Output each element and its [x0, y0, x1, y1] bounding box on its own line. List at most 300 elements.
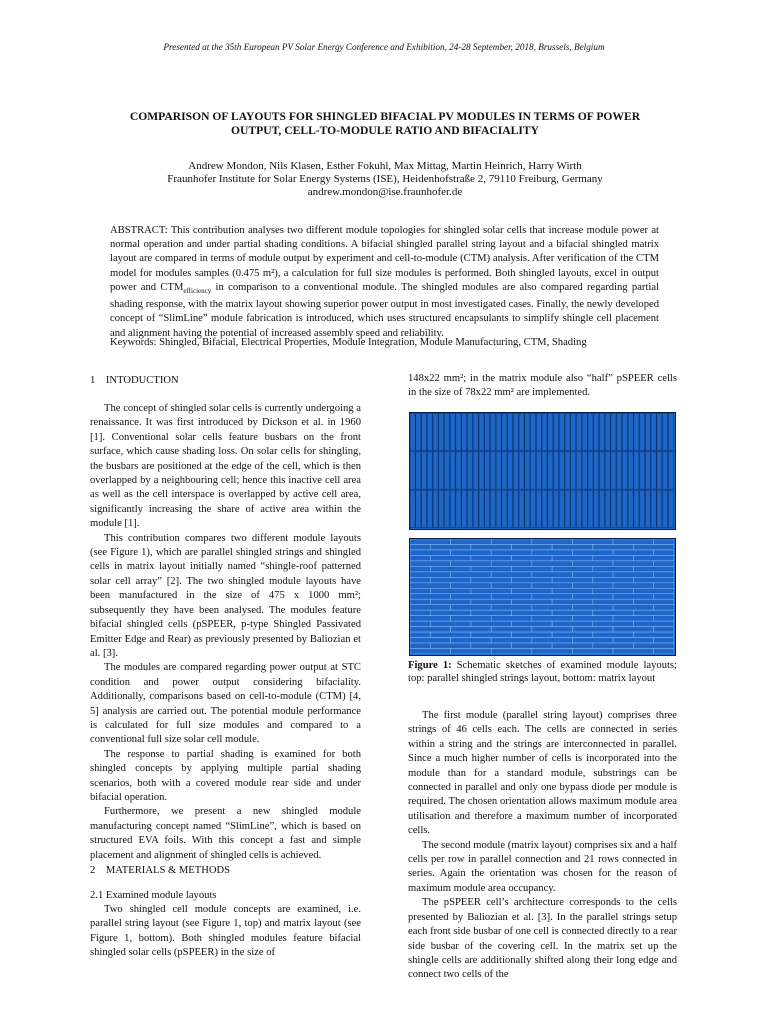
string-cell: [536, 414, 541, 451]
matrix-cell: [512, 599, 553, 604]
string-cell: [479, 490, 484, 527]
string-cell: [622, 452, 627, 489]
string-cell: [582, 414, 587, 451]
string-cell: [576, 414, 581, 451]
matrix-cell: [532, 627, 573, 632]
matrix-cell: [451, 594, 492, 599]
matrix-cell: [471, 577, 512, 582]
string-cell: [427, 452, 432, 489]
abstract: [110, 224, 659, 341]
string-cell: [594, 490, 599, 527]
matrix-cell: [491, 561, 532, 566]
string-cell: [582, 490, 587, 527]
string-cell: [485, 490, 490, 527]
string-cell: [559, 414, 564, 451]
string-cell: [663, 414, 668, 451]
matrix-cell: [512, 643, 553, 648]
abstract-text-2: in comparison to a conventional module. The shingled modules are also compared regarding partial shading response, with the matrix layout showing superior power output in most investigated cases. Finally, the newly developed concept of “SlimLine” module fabrication is introduced, which uses structured encapsulants to simplify shingle cell placement and alignment having the potential of increased assembly speed and reliability.: [110, 281, 659, 339]
matrix-cell: [430, 544, 471, 549]
string-cell: [456, 414, 461, 451]
string-cell: [508, 452, 513, 489]
right-column-body: [408, 709, 677, 983]
matrix-cell: [410, 610, 430, 615]
matrix-cell: [593, 643, 634, 648]
string-cell: [485, 452, 490, 489]
matrix-cell: [613, 627, 654, 632]
keywords: Keywords: Shingled, Bifacial, Electrical Properties, Module Integration, Module Manufacturing, CTM, Shading: [110, 337, 587, 348]
matrix-cell: [410, 544, 430, 549]
matrix-cell: [430, 555, 471, 560]
matrix-cell: [633, 621, 674, 626]
paragraph: The first module (parallel string layout) comprises three strings of 46 cells each. The cells are connected in series within a string and the strings are interconnected in parallel. Since a much higher number of cells is incorporated into the module than for a standard module, substrings can be connected in parallel and only one bypass diode per module is required. The chosen orientation allows maximum module area utilisation and therefore a maximum number of incorporated cells.: [408, 710, 677, 837]
string-cell: [536, 452, 541, 489]
paragraph: Two shingled cell module concepts are examined, i.e. parallel string layout (see Figure 1, top) and matrix layout (see Figure 1, bottom). Both shingled modules feature bifacial shingled solar cells (pSPEER) in the size of: [90, 904, 361, 959]
string-cell: [668, 490, 673, 527]
string-cell: [622, 414, 627, 451]
string-cell: [467, 452, 472, 489]
paragraph: The second module (matrix layout) comprises six and a half cells per row in parallel connection and 21 rows connected in series. Again the orientation was chosen for the reason of maximum module area occupancy.: [408, 839, 677, 894]
matrix-cell: [572, 649, 613, 654]
string-cell: [594, 414, 599, 451]
subsection-heading-layouts: 2.1 Examined module layouts: [90, 890, 217, 901]
paper-title: [90, 110, 680, 137]
matrix-cell: [512, 632, 553, 637]
string-cell: [542, 490, 547, 527]
paragraph: Furthermore, we present a new shingled module manufacturing concept named “SlimLine”, which is based on structured EVA foils. With this concept a fast and simple placement and alignment of shingled cells is achieved.: [90, 806, 361, 861]
string-cell: [645, 452, 650, 489]
string-cell: [622, 490, 627, 527]
matrix-cell: [532, 539, 573, 544]
string-cell: [599, 452, 604, 489]
string-cell: [605, 490, 610, 527]
matrix-cell: [471, 599, 512, 604]
matrix-cell: [532, 550, 573, 555]
matrix-cell: [410, 555, 430, 560]
left-column-intro: [90, 402, 361, 863]
string-cell: [634, 452, 639, 489]
matrix-cell: [633, 588, 674, 593]
matrix-cell: [613, 550, 654, 555]
string-cell: [594, 452, 599, 489]
string-cell: [462, 452, 467, 489]
matrix-cell: [613, 605, 654, 610]
matrix-cell: [613, 616, 654, 621]
string-cell: [548, 490, 553, 527]
string-cell: [410, 490, 415, 527]
matrix-cell: [654, 616, 674, 621]
string-cell: [519, 490, 524, 527]
string-cell: [456, 490, 461, 527]
string-cell: [640, 452, 645, 489]
matrix-cell: [633, 599, 674, 604]
author-affiliation: Fraunhofer Institute for Solar Energy Systems (ISE), Heidenhofstraße 2, 79110 Freiburg, Germany: [167, 173, 603, 185]
matrix-cell: [552, 588, 593, 593]
matrix-layout-drawing: [410, 539, 674, 654]
matrix-cell: [593, 544, 634, 549]
string-cell: [640, 414, 645, 451]
matrix-cell: [552, 544, 593, 549]
matrix-cell: [532, 572, 573, 577]
string-cell: [462, 414, 467, 451]
string-cell: [421, 452, 426, 489]
matrix-cell: [633, 643, 674, 648]
string-cell: [416, 490, 421, 527]
matrix-cell: [552, 566, 593, 571]
matrix-cell: [512, 621, 553, 626]
matrix-cell: [430, 610, 471, 615]
matrix-cell: [451, 583, 492, 588]
string-cell: [651, 490, 656, 527]
string-cell: [525, 490, 530, 527]
string-cell: [668, 452, 673, 489]
string-cell: [496, 414, 501, 451]
string-cell: [513, 452, 518, 489]
matrix-cell: [593, 588, 634, 593]
string-cell: [611, 490, 616, 527]
string-cell: [502, 452, 507, 489]
string-cell: [508, 490, 513, 527]
string-cell: [645, 490, 650, 527]
paragraph: The concept of shingled solar cells is currently undergoing a renaissance. It was first introduced by Dickson et al. in 1960 [1]. Conventional solar cells feature busbars on the front surface, which cause shading loss. On solar cells for shingling, the busbars are positioned at the edge of the cell, which is then overlapped by a neighbouring cell; hence this inactive cell area as well as the cell interspace is overlapped by active cell area, significantly increasing the share of active area within the module [1].: [90, 403, 361, 530]
figure-parallel-strings-layout: [409, 412, 676, 530]
string-cell: [668, 414, 673, 451]
matrix-cell: [613, 594, 654, 599]
paragraph: The modules are compared regarding power output at STC condition and power output considering bifaciality. Additionally, comparisons based on cell-to-module (CTM) [4, 5] analysis are carried out. The potential module performance is calculated for full size modules and compared to a conventional full size solar cell module.: [90, 662, 361, 746]
matrix-cell: [471, 588, 512, 593]
string-cell: [657, 452, 662, 489]
matrix-cell: [471, 566, 512, 571]
string-cell: [513, 414, 518, 451]
string-cell: [444, 490, 449, 527]
string-cell: [490, 414, 495, 451]
author-email: andrew.mondon@ise.fraunhofer.de: [307, 186, 463, 198]
matrix-cell: [532, 561, 573, 566]
string-cell: [508, 414, 513, 451]
matrix-cell: [451, 539, 492, 544]
string-cell: [565, 490, 570, 527]
matrix-cell: [593, 599, 634, 604]
matrix-cell: [430, 566, 471, 571]
string-cell: [571, 490, 576, 527]
title-line-1: COMPARISON OF LAYOUTS FOR SHINGLED BIFACIAL PV MODULES IN TERMS OF POWER: [129, 110, 641, 123]
string-cell: [462, 490, 467, 527]
string-cell: [605, 452, 610, 489]
matrix-cell: [410, 583, 451, 588]
matrix-cell: [471, 555, 512, 560]
matrix-cell: [491, 594, 532, 599]
string-cell: [605, 414, 610, 451]
matrix-cell: [654, 550, 674, 555]
matrix-cell: [593, 577, 634, 582]
string-cell: [553, 414, 558, 451]
matrix-cell: [512, 610, 553, 615]
matrix-cell: [430, 632, 471, 637]
matrix-cell: [552, 643, 593, 648]
matrix-cell: [552, 599, 593, 604]
matrix-cell: [410, 539, 451, 544]
conference-note: Presented at the 35th European PV Solar Energy Conference and Exhibition, 24-28 September, 2018, Brussels, Belgium: [163, 42, 605, 52]
matrix-cell: [512, 577, 553, 582]
string-cell: [444, 414, 449, 451]
string-cell: [513, 490, 518, 527]
string-cell: [599, 414, 604, 451]
string-cell: [663, 490, 668, 527]
matrix-cell: [430, 599, 471, 604]
matrix-cell: [613, 561, 654, 566]
matrix-cell: [654, 627, 674, 632]
paragraph: This contribution compares two different module layouts (see Figure 1), which are parallel shingled strings and shingled cells in matrix layout initially named “shingle-roof patterned solar cell array” [2]. The two shingled module layouts have been manufactured in the size of 475 x 1000 mm²; subsequently they have been analysed. The modules feature bifacial shingled cells (pSPEER, p-type Shingled Passivated Emitter Edge and Rear) as previously presented by Baliozian et al. [3].: [90, 532, 361, 659]
matrix-cell: [532, 616, 573, 621]
matrix-cell: [471, 621, 512, 626]
figure-label: Figure 1:: [408, 660, 452, 671]
string-cell: [628, 490, 633, 527]
matrix-cell: [613, 649, 654, 654]
string-cell: [467, 490, 472, 527]
string-cell: [599, 490, 604, 527]
string-cell: [628, 452, 633, 489]
string-cell: [657, 490, 662, 527]
paragraph: 148x22 mm²; in the matrix module also “half” pSPEER cells in the size of 78x22 mm² are implemented.: [408, 373, 677, 399]
matrix-cell: [430, 588, 471, 593]
string-cell: [525, 452, 530, 489]
matrix-cell: [451, 572, 492, 577]
string-cell: [519, 414, 524, 451]
matrix-cell: [552, 610, 593, 615]
matrix-cell: [491, 550, 532, 555]
matrix-cell: [451, 616, 492, 621]
string-cell: [531, 490, 536, 527]
string-cell: [663, 452, 668, 489]
matrix-cell: [410, 627, 451, 632]
string-cell: [433, 490, 438, 527]
string-cell: [657, 414, 662, 451]
matrix-cell: [430, 577, 471, 582]
author-block: [100, 160, 670, 199]
string-cell: [588, 490, 593, 527]
matrix-cell: [451, 561, 492, 566]
string-cell: [450, 490, 455, 527]
string-cell: [456, 452, 461, 489]
string-cell: [479, 414, 484, 451]
string-cell: [519, 452, 524, 489]
matrix-cell: [512, 588, 553, 593]
figure-caption-text: Schematic sketches of examined module layouts; top: parallel shingled strings layout, bottom: matrix layout: [408, 660, 678, 685]
matrix-cell: [572, 616, 613, 621]
matrix-cell: [491, 616, 532, 621]
string-cell: [410, 414, 415, 451]
string-cell: [473, 414, 478, 451]
string-cell: [611, 452, 616, 489]
string-cell: [588, 452, 593, 489]
string-cell: [450, 452, 455, 489]
matrix-cell: [593, 566, 634, 571]
matrix-cell: [451, 627, 492, 632]
matrix-cell: [512, 555, 553, 560]
string-cell: [485, 414, 490, 451]
string-cell: [617, 452, 622, 489]
matrix-cell: [552, 621, 593, 626]
string-cell: [559, 490, 564, 527]
matrix-cell: [410, 638, 451, 643]
string-cell: [553, 452, 558, 489]
matrix-cell: [613, 539, 654, 544]
matrix-cell: [512, 544, 553, 549]
matrix-cell: [572, 572, 613, 577]
matrix-cell: [654, 649, 674, 654]
string-cell: [559, 452, 564, 489]
matrix-cell: [430, 643, 471, 648]
matrix-cell: [410, 566, 430, 571]
string-cell: [502, 490, 507, 527]
paragraph: The response to partial shading is examined for both shingled concepts by applying multiple partial shading scenarios, both with a covered module rear side and under bifacial operation.: [90, 748, 361, 803]
matrix-cell: [410, 572, 451, 577]
matrix-cell: [572, 605, 613, 610]
string-cell: [433, 414, 438, 451]
matrix-cell: [410, 616, 451, 621]
matrix-cell: [410, 588, 430, 593]
string-cell: [553, 490, 558, 527]
paragraph: The pSPEER cell’s architecture corresponds to the cells presented by Baliozian et al. [3]. In the parallel strings setup each front side busbar of one cell is connected directly to a rear side busbar of the covering cell. In the matrix set up the shingle cells are additionally shifted along their long edge and connect two cells of the: [408, 897, 677, 981]
string-cell: [640, 490, 645, 527]
section-heading-introduction: 1 INTODUCTION: [90, 375, 179, 386]
string-cell: [427, 490, 432, 527]
matrix-cell: [654, 638, 674, 643]
matrix-cell: [471, 610, 512, 615]
string-cell: [576, 452, 581, 489]
matrix-cell: [471, 544, 512, 549]
matrix-cell: [593, 621, 634, 626]
title-line-2: OUTPUT, CELL-TO-MODULE RATIO AND BIFACIALITY: [230, 123, 540, 137]
matrix-cell: [613, 583, 654, 588]
matrix-cell: [410, 599, 430, 604]
string-cell: [502, 414, 507, 451]
matrix-cell: [451, 605, 492, 610]
matrix-cell: [451, 649, 492, 654]
matrix-cell: [552, 632, 593, 637]
string-cell: [496, 490, 501, 527]
string-cell: [490, 452, 495, 489]
matrix-cell: [633, 577, 674, 582]
string-cell: [421, 414, 426, 451]
abstract-text-1: ABSTRACT: This contribution analyses two different module topologies for shingled solar cells that increase module power at normal operation and under partial shading conditions. A bifacial shingled parallel string layout and a bifacial shingled matrix layout are compared in terms of module output by experiment and cell-to-module (CTM) analysis. After verification of the CTM model for modules samples (0.475 m²), a calculation for full size modules is performed. Both shingled layouts, excel in output power and CTM: [110, 225, 659, 293]
matrix-cell: [491, 627, 532, 632]
string-cell: [531, 452, 536, 489]
string-cell: [416, 452, 421, 489]
matrix-cell: [410, 561, 451, 566]
abstract-subscript: efficiency: [183, 286, 212, 295]
string-cell: [548, 414, 553, 451]
matrix-cell: [593, 632, 634, 637]
string-cell: [496, 452, 501, 489]
matrix-cell: [491, 649, 532, 654]
string-cell: [645, 414, 650, 451]
string-cell: [473, 452, 478, 489]
string-cell: [525, 414, 530, 451]
matrix-cell: [451, 550, 492, 555]
string-cell: [651, 452, 656, 489]
matrix-cell: [410, 605, 451, 610]
string-cell: [571, 414, 576, 451]
matrix-cell: [410, 577, 430, 582]
matrix-cell: [572, 638, 613, 643]
string-cell: [490, 490, 495, 527]
figure-matrix-layout: [409, 538, 676, 656]
matrix-cell: [410, 643, 430, 648]
string-cell: [542, 452, 547, 489]
string-cell: [410, 452, 415, 489]
matrix-cell: [491, 605, 532, 610]
matrix-cell: [654, 572, 674, 577]
matrix-cell: [572, 539, 613, 544]
string-cell: [531, 414, 536, 451]
string-cell: [611, 414, 616, 451]
section-heading-methods: 2 MATERIALS & METHODS: [90, 865, 231, 876]
matrix-cell: [451, 638, 492, 643]
string-cell: [473, 490, 478, 527]
matrix-cell: [532, 638, 573, 643]
matrix-cell: [613, 638, 654, 643]
matrix-cell: [654, 583, 674, 588]
matrix-cell: [552, 577, 593, 582]
matrix-cell: [572, 561, 613, 566]
matrix-cell: [410, 649, 451, 654]
matrix-cell: [532, 594, 573, 599]
string-cell: [651, 414, 656, 451]
string-cell: [542, 414, 547, 451]
author-names: Andrew Mondon, Nils Klasen, Esther Fokuhl, Max Mittag, Martin Heinrich, Harry Wirth: [188, 160, 582, 172]
matrix-cell: [491, 583, 532, 588]
string-cell: [548, 452, 553, 489]
string-cell: [617, 490, 622, 527]
matrix-cell: [633, 555, 674, 560]
string-cell: [571, 452, 576, 489]
matrix-cell: [491, 539, 532, 544]
matrix-cell: [410, 594, 451, 599]
matrix-cell: [593, 610, 634, 615]
matrix-cell: [491, 638, 532, 643]
matrix-cell: [654, 594, 674, 599]
matrix-cell: [654, 561, 674, 566]
matrix-cell: [633, 610, 674, 615]
string-cell: [617, 414, 622, 451]
string-cell: [634, 490, 639, 527]
string-cell: [588, 414, 593, 451]
matrix-cell: [633, 566, 674, 571]
right-column-top: [408, 372, 677, 401]
string-cell: [421, 490, 426, 527]
matrix-cell: [410, 621, 430, 626]
matrix-cell: [410, 632, 430, 637]
string-cell: [467, 414, 472, 451]
matrix-cell: [532, 649, 573, 654]
matrix-cell: [410, 550, 451, 555]
string-cell: [565, 414, 570, 451]
matrix-cell: [471, 632, 512, 637]
matrix-cell: [572, 594, 613, 599]
string-cell: [536, 490, 541, 527]
string-cell: [576, 490, 581, 527]
figure-caption: [408, 659, 677, 686]
matrix-cell: [654, 539, 674, 544]
string-cell: [444, 452, 449, 489]
matrix-cell: [430, 621, 471, 626]
matrix-cell: [572, 583, 613, 588]
matrix-cell: [532, 583, 573, 588]
matrix-cell: [532, 605, 573, 610]
string-cell: [427, 414, 432, 451]
matrix-cell: [613, 572, 654, 577]
matrix-cell: [572, 627, 613, 632]
